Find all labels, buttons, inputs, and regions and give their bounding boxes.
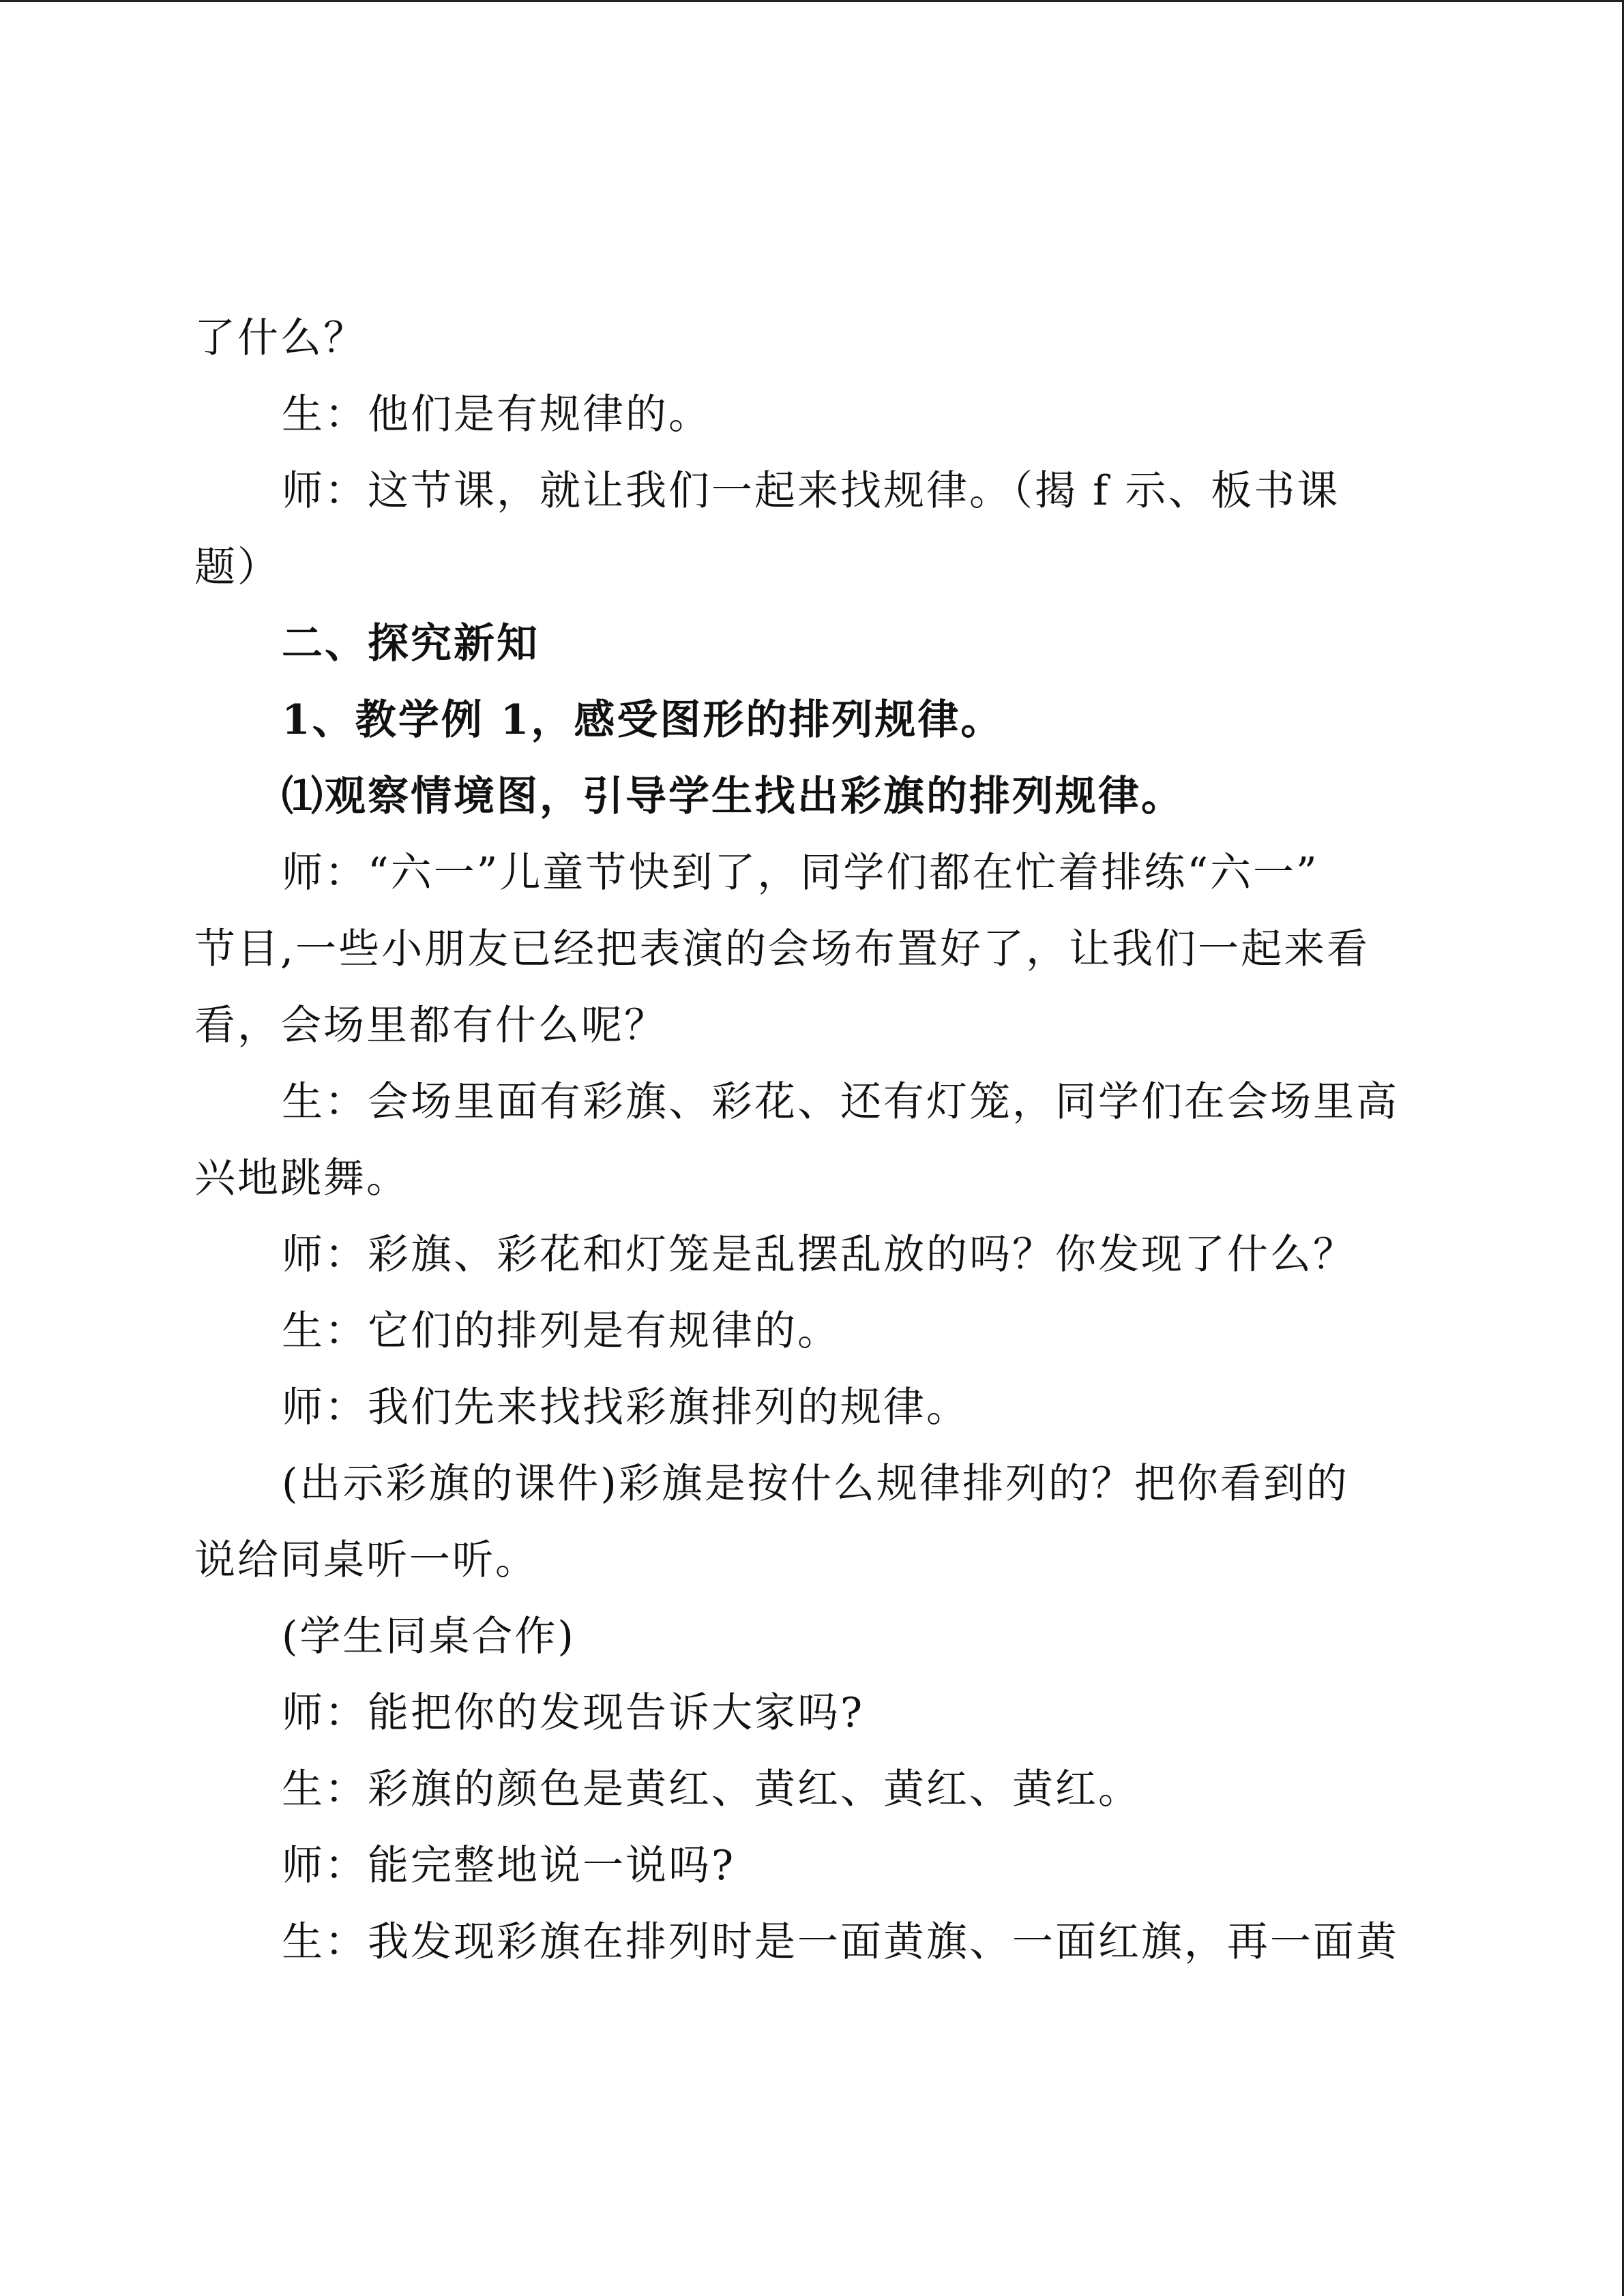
line-17: 说给同桌听一听。 [194,1536,538,1584]
line-21: 师：能完整地说一说吗? [282,1842,736,1890]
top-border-line [0,0,1624,2]
line-18: (学生同桌合作) [282,1613,576,1660]
document-page [194,300,1422,1980]
line-3: 师：这节课，就让我们一起来找规律。（揭 f 示、板书课 [282,467,1340,515]
subsection-heading: 1、教学例 1，感受图形的排列规律。 [282,696,1004,744]
line-22: 生：我发现彩旗在排列时是一面黄旗、一面红旗，再一面黄 [282,1918,1399,1966]
line-11: 生：会场里面有彩旗、彩花、还有灯笼，同学们在会场里高 [282,1078,1399,1126]
line-8: 师：“六一”儿童节快到了，同学们都在忙着排练“六一” [282,849,1319,897]
line-13: 师：彩旗、彩花和灯笼是乱摆乱放的吗？你发现了什么？ [282,1231,1356,1279]
section-heading: 二、探究新知 [282,620,540,668]
line-9: 节目,一些小朋友已经把表演的会场布置好了，让我们一起来看 [194,925,1370,973]
line-15: 师：我们先来找找彩旗排列的规律。 [282,1384,969,1431]
line-19: 师：能把你的发现告诉大家吗? [282,1689,865,1737]
line-4: 题） [194,543,280,591]
step-heading: ⑴观察情境图，引导学生找出彩旗的排列规律。 [282,773,1184,820]
line-12: 兴地跳舞。 [194,1154,409,1202]
line-20: 生：彩旗的颜色是黄红、黄红、黄红、黄红。 [282,1765,1141,1813]
line-10: 看，会场里都有什么呢？ [194,1002,667,1049]
line-14: 生：它们的排列是有规律的。 [282,1307,840,1355]
line-2: 生：他们是有规律的。 [282,391,711,438]
line-16: (出示彩旗的课件)彩旗是按什么规律排列的？把你看到的 [282,1460,1349,1508]
line-1: 了什么？ [194,314,366,362]
